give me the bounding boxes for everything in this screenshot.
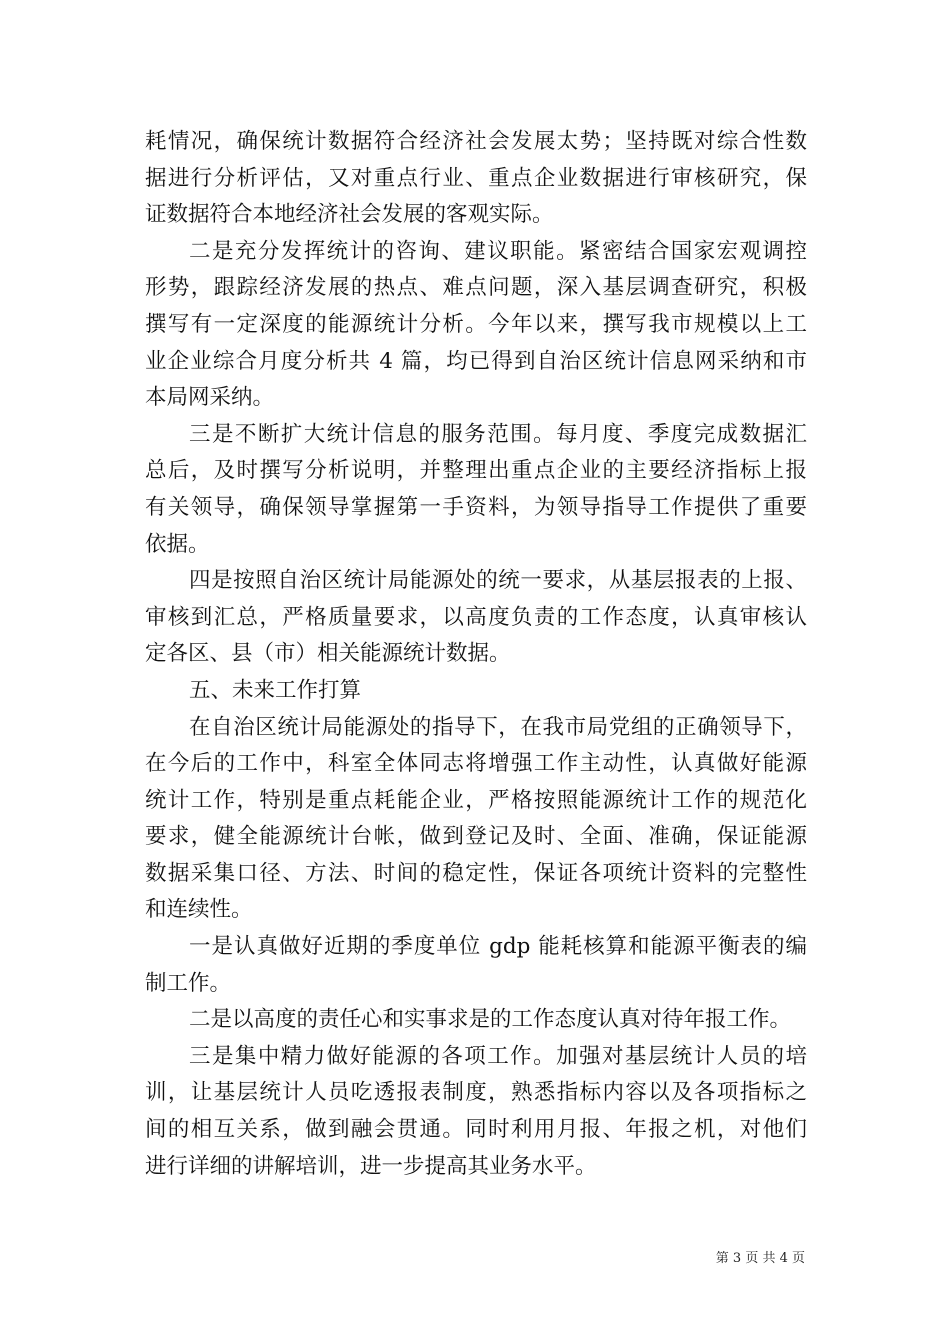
text-line: 二是以高度的责任心和实事求是的工作态度认真对待年报工作。	[189, 1007, 792, 1033]
text-line: 定各区、县（市）相关能源统计数据。	[145, 641, 511, 667]
text-line: 统计工作，特别是重点耗能企业，严格按照能源统计工作的规范化	[145, 787, 807, 813]
document-body	[145, 124, 807, 1185]
text-line: 四是按照自治区统计局能源处的统一要求，从基层报表的上报、	[189, 568, 807, 594]
text-line: 进行详细的讲解培训，进一步提高其业务水平。	[145, 1153, 597, 1179]
paragraph	[145, 673, 807, 710]
text-line: 业企业综合月度分析共 4 篇，均已得到自治区统计信息网采纳和市	[145, 348, 807, 374]
text-line: 总后，及时撰写分析说明，并整理出重点企业的主要经济指标上报	[145, 458, 807, 484]
text-line: 三是集中精力做好能源的各项工作。加强对基层统计人员的培	[189, 1043, 807, 1069]
page-number: 第 3 页 共 4 页	[715, 1251, 805, 1266]
text-line: 三是不断扩大统计信息的服务范围。每月度、季度完成数据汇	[189, 421, 807, 447]
paragraph	[145, 710, 807, 930]
text-line: 有关领导，确保领导掌握第一手资料，为领导指导工作提供了重要	[145, 494, 807, 520]
text-line: 一是认真做好近期的季度单位 gdp 能耗核算和能源平衡表的编	[189, 934, 807, 960]
text-line: 在今后的工作中，科室全体同志将增强工作主动性，认真做好能源	[145, 751, 807, 777]
text-line: 形势，跟踪经济发展的热点、难点问题，深入基层调查研究，积极	[145, 275, 807, 301]
text-line: 审核到汇总，严格质量要求，以高度负责的工作态度，认真审核认	[145, 604, 807, 630]
text-line: 数据采集口径、方法、时间的稳定性，保证各项统计资料的完整性	[145, 860, 807, 886]
text-line: 要求，健全能源统计台帐，做到登记及时、全面、准确，保证能源	[145, 824, 807, 850]
text-line: 二是充分发挥统计的咨询、建议职能。紧密结合国家宏观调控	[189, 238, 807, 264]
paragraph	[145, 929, 807, 1002]
paragraph	[145, 563, 807, 673]
text-line: 撰写有一定深度的能源统计分析。今年以来，撰写我市规模以上工	[145, 311, 807, 337]
text-line: 制工作。	[145, 970, 232, 996]
paragraph	[145, 124, 807, 234]
text-line: 训，让基层统计人员吃透报表制度，熟悉指标内容以及各项指标之	[145, 1080, 807, 1106]
text-line: 间的相互关系，做到融会贯通。同时利用月报、年报之机，对他们	[145, 1117, 807, 1143]
text-line: 五、未来工作打算	[189, 677, 362, 703]
text-line: 本局网采纳。	[145, 385, 275, 411]
text-line: 在自治区统计局能源处的指导下，在我市局党组的正确领导下，	[189, 714, 807, 740]
paragraph	[145, 234, 807, 417]
paragraph	[145, 417, 807, 563]
text-line: 据进行分析评估，又对重点行业、重点企业数据进行审核研究，保	[145, 165, 807, 191]
text-line: 证数据符合本地经济社会发展的客观实际。	[145, 202, 554, 228]
paragraph	[145, 1002, 807, 1039]
text-line: 和连续性。	[145, 897, 253, 923]
text-line: 依据。	[145, 531, 210, 557]
text-line: 耗情况，确保统计数据符合经济社会发展太势；坚持既对综合性数	[145, 129, 807, 154]
paragraph	[145, 1039, 807, 1185]
